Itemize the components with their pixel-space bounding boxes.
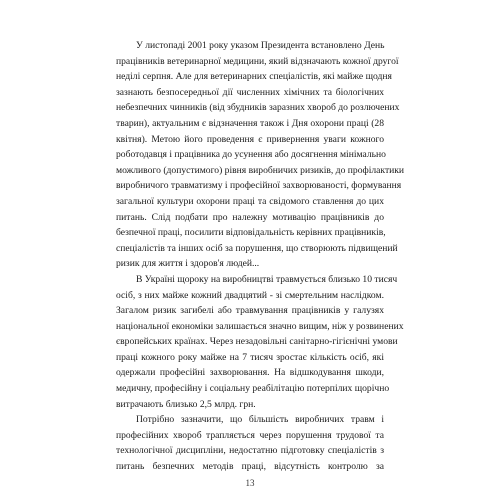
text-line: зазнають безпосередньої дії численних хімічних та біологічних <box>116 86 384 98</box>
body-text <box>116 38 405 475</box>
text-line: тварин), актуальним є відзначення також і Дня охорони праці (28 <box>116 117 384 129</box>
text-line: праці кожного року майже на 7 тисяч зростає кількість осіб, які <box>116 351 384 363</box>
text-line: Потрібно зазначити, що більшість виробничих травм і <box>136 414 384 426</box>
text-line: осіб, з них майже кожний двадцятий - зі смертельним наслідком. <box>116 289 384 301</box>
text-line: професійних хвороб трапляється через порушення трудової та <box>116 429 384 441</box>
text-line: одержали професійні захворювання. На відшкодування шкоди, <box>116 367 384 379</box>
text-line: можливого (допустимого) рівня виробничих ризиків, до профілактики <box>116 164 405 176</box>
text-line: В Україні щороку на виробництві травмується близько 10 тисяч <box>136 273 398 285</box>
text-line: медичну, професійну і соціальну реабілітацію потерпілих щорічно <box>116 383 390 395</box>
text-line: витрачають близько 2,5 млрд. грн. <box>116 398 256 410</box>
text-line: У листопаді 2001 року указом Президента встановлено День <box>136 40 385 51</box>
text-line: спеціалістів та інших осіб за порушення, що створюють підвищений <box>116 242 398 254</box>
text-line: Загалом ризик загибелі або травмування працівників у галузях <box>116 305 384 317</box>
text-line: технологічної дисципліни, недостатню підготовку спеціалістів з <box>116 445 384 457</box>
text-line: квітня). Метою його проведення є привернення уваги кожного <box>116 133 384 145</box>
text-line: національної економіки залишається значно вищим, ніж у розвинених <box>116 320 404 332</box>
page-number: 13 <box>245 478 255 488</box>
text-line: загальної культури охорони праці та свідомого ставлення до цих <box>116 195 384 207</box>
text-line: питань безпечних методів праці, відсутність контролю за <box>116 461 384 473</box>
text-line: працівників ветеринарної медицини, який відзначають кожної другої <box>116 55 399 67</box>
text-line: небезпечних чинників (від збудників заразних хвороб до розлючених <box>116 102 400 114</box>
text-line: питань. Слід подбати про належну мотивацію працівників до <box>116 211 384 223</box>
text-line: неділі серпня. Але для ветеринарних спеціалістів, які майже щодня <box>116 71 392 83</box>
text-line: безпечної праці, посилити відповідальність керівних працівників, <box>116 227 386 239</box>
text-line: ризик для життя і здоров'я людей... <box>116 258 260 270</box>
text-line: роботодавця і працівника до усунення або досягнення мінімально <box>116 149 386 161</box>
text-line: європейських країнах. Через незадовільні санітарно-гігієнічні умови <box>116 336 398 348</box>
text-line: виробничого травматизму і професійної захворюваності, формування <box>116 180 402 192</box>
